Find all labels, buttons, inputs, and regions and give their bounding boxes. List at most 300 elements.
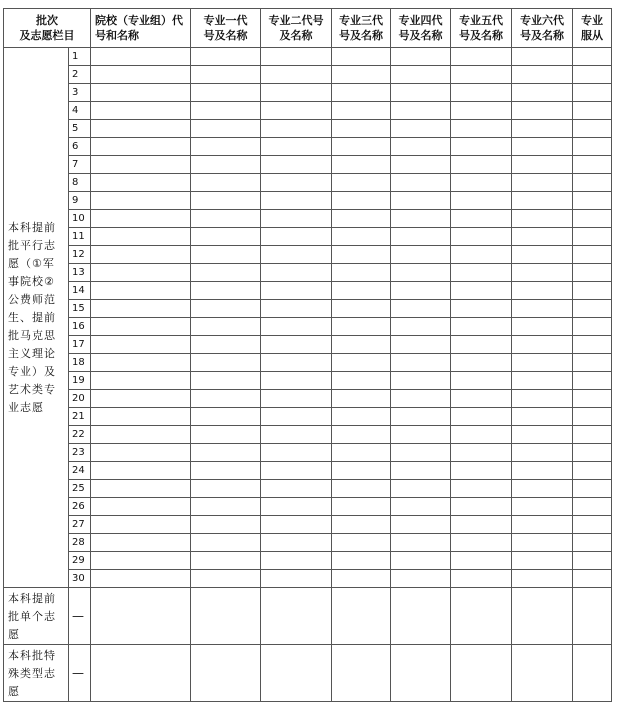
obey-cell[interactable] (573, 408, 612, 426)
major4-cell[interactable] (391, 282, 451, 300)
major1-cell[interactable] (191, 300, 261, 318)
group-label-advance-parallel (4, 48, 69, 588)
major5-cell[interactable] (451, 192, 512, 210)
major3-cell[interactable] (332, 300, 391, 318)
major5-cell[interactable] (451, 174, 512, 192)
major5-cell[interactable] (451, 480, 512, 498)
major6-cell[interactable] (512, 390, 573, 408)
row-number: 27 (69, 516, 91, 534)
major6-cell[interactable] (512, 645, 573, 702)
major6-cell[interactable] (512, 570, 573, 588)
major2-cell[interactable] (261, 120, 332, 138)
major5-cell[interactable] (451, 408, 512, 426)
major6-cell[interactable] (512, 210, 573, 228)
major2-cell[interactable] (261, 192, 332, 210)
major3-cell[interactable] (332, 498, 391, 516)
major4-cell[interactable] (391, 552, 451, 570)
obey-cell[interactable] (573, 84, 612, 102)
major3-cell[interactable] (332, 534, 391, 552)
major5-cell[interactable] (451, 84, 512, 102)
major2-cell[interactable] (261, 480, 332, 498)
row-number: 13 (69, 264, 91, 282)
major1-cell[interactable] (191, 534, 261, 552)
major5-cell[interactable] (451, 138, 512, 156)
major3-cell[interactable] (332, 84, 391, 102)
row-number: 18 (69, 354, 91, 372)
obey-cell[interactable] (573, 372, 612, 390)
table-row (4, 102, 612, 120)
major4-cell[interactable] (391, 246, 451, 264)
major5-cell[interactable] (451, 246, 512, 264)
major2-cell[interactable] (261, 156, 332, 174)
obey-cell[interactable] (573, 48, 612, 66)
college-cell[interactable] (91, 354, 191, 372)
major6-cell[interactable] (512, 534, 573, 552)
table-row (4, 480, 612, 498)
major2-cell[interactable] (261, 462, 332, 480)
major3-cell[interactable] (332, 462, 391, 480)
major6-cell[interactable] (512, 84, 573, 102)
major4-cell[interactable] (391, 444, 451, 462)
table-row (4, 192, 612, 210)
major4-cell[interactable] (391, 372, 451, 390)
major3-cell[interactable] (332, 444, 391, 462)
college-cell[interactable] (91, 120, 191, 138)
major4-cell[interactable] (391, 408, 451, 426)
major5-cell[interactable] (451, 588, 512, 645)
obey-cell[interactable] (573, 138, 612, 156)
major2-cell[interactable] (261, 66, 332, 84)
obey-cell[interactable] (573, 462, 612, 480)
table-row (4, 210, 612, 228)
major1-cell[interactable] (191, 354, 261, 372)
major5-cell[interactable] (451, 552, 512, 570)
obey-cell[interactable] (573, 102, 612, 120)
obey-cell[interactable] (573, 174, 612, 192)
obey-cell[interactable] (573, 645, 612, 702)
major3-cell[interactable] (332, 138, 391, 156)
header-major6 (512, 9, 573, 48)
major4-cell[interactable] (391, 462, 451, 480)
header-major5 (451, 9, 512, 48)
obey-cell[interactable] (573, 318, 612, 336)
obey-cell[interactable] (573, 246, 612, 264)
major5-cell[interactable] (451, 102, 512, 120)
major3-cell[interactable] (332, 156, 391, 174)
college-cell[interactable] (91, 645, 191, 702)
table-row (4, 372, 612, 390)
major4-cell[interactable] (391, 498, 451, 516)
major5-cell[interactable] (451, 120, 512, 138)
major1-cell[interactable] (191, 156, 261, 174)
header-major2-text: 专业二代号 及名称 (268, 14, 324, 42)
major6-cell[interactable] (512, 120, 573, 138)
major4-cell[interactable] (391, 588, 451, 645)
major2-cell[interactable] (261, 138, 332, 156)
major3-cell[interactable] (332, 210, 391, 228)
obey-cell[interactable] (573, 264, 612, 282)
major6-cell[interactable] (512, 138, 573, 156)
major3-cell[interactable] (332, 102, 391, 120)
major3-cell[interactable] (332, 516, 391, 534)
major4-cell[interactable] (391, 480, 451, 498)
major1-cell[interactable] (191, 210, 261, 228)
major1-cell[interactable] (191, 174, 261, 192)
major3-cell[interactable] (332, 228, 391, 246)
major6-cell[interactable] (512, 48, 573, 66)
major1-cell[interactable] (191, 192, 261, 210)
college-cell[interactable] (91, 174, 191, 192)
major6-cell[interactable] (512, 588, 573, 645)
college-cell[interactable] (91, 372, 191, 390)
major2-cell[interactable] (261, 516, 332, 534)
major1-cell[interactable] (191, 138, 261, 156)
major6-cell[interactable] (512, 228, 573, 246)
obey-cell[interactable] (573, 156, 612, 174)
major4-cell[interactable] (391, 48, 451, 66)
row-number: 24 (69, 462, 91, 480)
major2-cell[interactable] (261, 264, 332, 282)
major2-cell[interactable] (261, 102, 332, 120)
major1-cell[interactable] (191, 516, 261, 534)
header-batch-text: 批次 及志愿栏目 (19, 14, 75, 42)
major2-cell[interactable] (261, 48, 332, 66)
major6-cell[interactable] (512, 102, 573, 120)
row-number: 7 (69, 156, 91, 174)
major2-cell[interactable] (261, 282, 332, 300)
obey-cell[interactable] (573, 228, 612, 246)
major1-cell[interactable] (191, 552, 261, 570)
obey-cell[interactable] (573, 516, 612, 534)
header-major1 (191, 9, 261, 48)
major5-cell[interactable] (451, 336, 512, 354)
major4-cell[interactable] (391, 390, 451, 408)
major2-cell[interactable] (261, 645, 332, 702)
major2-cell[interactable] (261, 408, 332, 426)
college-cell[interactable] (91, 498, 191, 516)
college-cell[interactable] (91, 66, 191, 84)
major6-cell[interactable] (512, 444, 573, 462)
obey-cell[interactable] (573, 66, 612, 84)
major1-cell[interactable] (191, 120, 261, 138)
major3-cell[interactable] (332, 66, 391, 84)
major5-cell[interactable] (451, 498, 512, 516)
major2-cell[interactable] (261, 534, 332, 552)
major1-cell[interactable] (191, 498, 261, 516)
college-cell[interactable] (91, 480, 191, 498)
major3-cell[interactable] (332, 48, 391, 66)
obey-cell[interactable] (573, 282, 612, 300)
obey-cell[interactable] (573, 192, 612, 210)
major1-cell[interactable] (191, 264, 261, 282)
major5-cell[interactable] (451, 156, 512, 174)
obey-cell[interactable] (573, 498, 612, 516)
college-cell[interactable] (91, 426, 191, 444)
college-cell[interactable] (91, 300, 191, 318)
major1-cell[interactable] (191, 462, 261, 480)
major6-cell[interactable] (512, 300, 573, 318)
table-row (4, 354, 612, 372)
major1-cell[interactable] (191, 246, 261, 264)
table-row (4, 48, 612, 66)
major5-cell[interactable] (451, 66, 512, 84)
major6-cell[interactable] (512, 246, 573, 264)
major2-cell[interactable] (261, 354, 332, 372)
major2-cell[interactable] (261, 588, 332, 645)
college-cell[interactable] (91, 138, 191, 156)
major6-cell[interactable] (512, 354, 573, 372)
major4-cell[interactable] (391, 426, 451, 444)
major1-cell[interactable] (191, 390, 261, 408)
major3-cell[interactable] (332, 552, 391, 570)
major3-cell[interactable] (332, 246, 391, 264)
major1-cell[interactable] (191, 336, 261, 354)
major4-cell[interactable] (391, 300, 451, 318)
major4-cell[interactable] (391, 102, 451, 120)
major6-cell[interactable] (512, 552, 573, 570)
major2-cell[interactable] (261, 300, 332, 318)
obey-cell[interactable] (573, 426, 612, 444)
obey-cell[interactable] (573, 588, 612, 645)
major5-cell[interactable] (451, 264, 512, 282)
major5-cell[interactable] (451, 300, 512, 318)
group-label-advance-single (4, 588, 69, 645)
major2-cell[interactable] (261, 372, 332, 390)
college-cell[interactable] (91, 462, 191, 480)
major3-cell[interactable] (332, 336, 391, 354)
dash-mark: — (69, 645, 91, 702)
major3-cell[interactable] (332, 480, 391, 498)
major3-cell[interactable] (332, 426, 391, 444)
major6-cell[interactable] (512, 498, 573, 516)
major2-cell[interactable] (261, 174, 332, 192)
major2-cell[interactable] (261, 390, 332, 408)
major1-cell[interactable] (191, 66, 261, 84)
major1-cell[interactable] (191, 282, 261, 300)
major6-cell[interactable] (512, 192, 573, 210)
row-number: 30 (69, 570, 91, 588)
obey-cell[interactable] (573, 444, 612, 462)
major5-cell[interactable] (451, 372, 512, 390)
major2-cell[interactable] (261, 210, 332, 228)
major6-cell[interactable] (512, 426, 573, 444)
major1-cell[interactable] (191, 372, 261, 390)
major5-cell[interactable] (451, 645, 512, 702)
major4-cell[interactable] (391, 318, 451, 336)
major2-cell[interactable] (261, 246, 332, 264)
table-row (4, 246, 612, 264)
major2-cell[interactable] (261, 228, 332, 246)
major1-cell[interactable] (191, 480, 261, 498)
obey-cell[interactable] (573, 120, 612, 138)
major1-cell[interactable] (191, 645, 261, 702)
college-cell[interactable] (91, 318, 191, 336)
college-cell[interactable] (91, 102, 191, 120)
college-cell[interactable] (91, 336, 191, 354)
college-cell[interactable] (91, 282, 191, 300)
major4-cell[interactable] (391, 354, 451, 372)
row-number: 3 (69, 84, 91, 102)
college-cell[interactable] (91, 210, 191, 228)
major6-cell[interactable] (512, 174, 573, 192)
major4-cell[interactable] (391, 210, 451, 228)
major4-cell[interactable] (391, 534, 451, 552)
major3-cell[interactable] (332, 318, 391, 336)
major1-cell[interactable] (191, 570, 261, 588)
major3-cell[interactable] (332, 282, 391, 300)
major2-cell[interactable] (261, 498, 332, 516)
major4-cell[interactable] (391, 138, 451, 156)
college-cell[interactable] (91, 390, 191, 408)
major5-cell[interactable] (451, 570, 512, 588)
major1-cell[interactable] (191, 444, 261, 462)
major6-cell[interactable] (512, 480, 573, 498)
major4-cell[interactable] (391, 66, 451, 84)
major4-cell[interactable] (391, 645, 451, 702)
major5-cell[interactable] (451, 318, 512, 336)
major2-cell[interactable] (261, 84, 332, 102)
major5-cell[interactable] (451, 516, 512, 534)
major5-cell[interactable] (451, 444, 512, 462)
major2-cell[interactable] (261, 444, 332, 462)
major4-cell[interactable] (391, 156, 451, 174)
major4-cell[interactable] (391, 264, 451, 282)
college-cell[interactable] (91, 84, 191, 102)
obey-cell[interactable] (573, 336, 612, 354)
major3-cell[interactable] (332, 390, 391, 408)
major2-cell[interactable] (261, 336, 332, 354)
row-number: 23 (69, 444, 91, 462)
major1-cell[interactable] (191, 84, 261, 102)
major2-cell[interactable] (261, 570, 332, 588)
major5-cell[interactable] (451, 462, 512, 480)
obey-cell[interactable] (573, 552, 612, 570)
major6-cell[interactable] (512, 372, 573, 390)
major5-cell[interactable] (451, 228, 512, 246)
major6-cell[interactable] (512, 66, 573, 84)
major6-cell[interactable] (512, 408, 573, 426)
major1-cell[interactable] (191, 588, 261, 645)
college-cell[interactable] (91, 156, 191, 174)
major6-cell[interactable] (512, 336, 573, 354)
college-cell[interactable] (91, 570, 191, 588)
major4-cell[interactable] (391, 228, 451, 246)
major5-cell[interactable] (451, 354, 512, 372)
major6-cell[interactable] (512, 282, 573, 300)
row-number: 11 (69, 228, 91, 246)
major5-cell[interactable] (451, 426, 512, 444)
major5-cell[interactable] (451, 282, 512, 300)
major2-cell[interactable] (261, 318, 332, 336)
obey-cell[interactable] (573, 534, 612, 552)
major1-cell[interactable] (191, 48, 261, 66)
major1-cell[interactable] (191, 408, 261, 426)
major5-cell[interactable] (451, 390, 512, 408)
college-cell[interactable] (91, 534, 191, 552)
major5-cell[interactable] (451, 210, 512, 228)
college-cell[interactable] (91, 444, 191, 462)
obey-cell[interactable] (573, 210, 612, 228)
table-row (4, 66, 612, 84)
major1-cell[interactable] (191, 426, 261, 444)
major3-cell[interactable] (332, 372, 391, 390)
major4-cell[interactable] (391, 120, 451, 138)
major6-cell[interactable] (512, 156, 573, 174)
major3-cell[interactable] (332, 174, 391, 192)
major6-cell[interactable] (512, 264, 573, 282)
header-college (91, 9, 191, 48)
major1-cell[interactable] (191, 228, 261, 246)
header-obey-text: 专业 服从 (581, 14, 603, 42)
major1-cell[interactable] (191, 318, 261, 336)
major4-cell[interactable] (391, 174, 451, 192)
college-cell[interactable] (91, 246, 191, 264)
row-number: 28 (69, 534, 91, 552)
obey-cell[interactable] (573, 480, 612, 498)
major3-cell[interactable] (332, 570, 391, 588)
major5-cell[interactable] (451, 534, 512, 552)
major6-cell[interactable] (512, 462, 573, 480)
major2-cell[interactable] (261, 426, 332, 444)
major4-cell[interactable] (391, 192, 451, 210)
obey-cell[interactable] (573, 354, 612, 372)
major5-cell[interactable] (451, 48, 512, 66)
major6-cell[interactable] (512, 318, 573, 336)
major3-cell[interactable] (332, 354, 391, 372)
row-number: 8 (69, 174, 91, 192)
table-row (4, 426, 612, 444)
college-cell[interactable] (91, 408, 191, 426)
college-cell[interactable] (91, 516, 191, 534)
major1-cell[interactable] (191, 102, 261, 120)
college-cell[interactable] (91, 552, 191, 570)
header-major4 (391, 9, 451, 48)
major2-cell[interactable] (261, 552, 332, 570)
table-row (4, 462, 612, 480)
major3-cell[interactable] (332, 408, 391, 426)
major4-cell[interactable] (391, 516, 451, 534)
major3-cell[interactable] (332, 588, 391, 645)
major3-cell[interactable] (332, 264, 391, 282)
group-label-advance-single-text: 本科提前批单个志愿 (8, 592, 56, 641)
obey-cell[interactable] (573, 300, 612, 318)
major6-cell[interactable] (512, 516, 573, 534)
table-row (4, 84, 612, 102)
college-cell[interactable] (91, 192, 191, 210)
table-row (4, 300, 612, 318)
obey-cell[interactable] (573, 570, 612, 588)
college-cell[interactable] (91, 264, 191, 282)
college-cell[interactable] (91, 48, 191, 66)
major3-cell[interactable] (332, 192, 391, 210)
obey-cell[interactable] (573, 390, 612, 408)
college-cell[interactable] (91, 228, 191, 246)
table-row (4, 156, 612, 174)
row-number: 25 (69, 480, 91, 498)
major4-cell[interactable] (391, 336, 451, 354)
group-label-advance-parallel-text: 本科提前批平行志愿（①军事院校②公费师范生、提前批马克思主义理论专业）及艺术类专业志愿 (8, 220, 56, 414)
group-label-special-type-text: 本科批特殊类型志愿 (8, 649, 56, 698)
table-row (4, 228, 612, 246)
row-number: 14 (69, 282, 91, 300)
major4-cell[interactable] (391, 570, 451, 588)
header-major3 (332, 9, 391, 48)
major4-cell[interactable] (391, 84, 451, 102)
major3-cell[interactable] (332, 645, 391, 702)
major3-cell[interactable] (332, 120, 391, 138)
college-cell[interactable] (91, 588, 191, 645)
table-row (4, 336, 612, 354)
